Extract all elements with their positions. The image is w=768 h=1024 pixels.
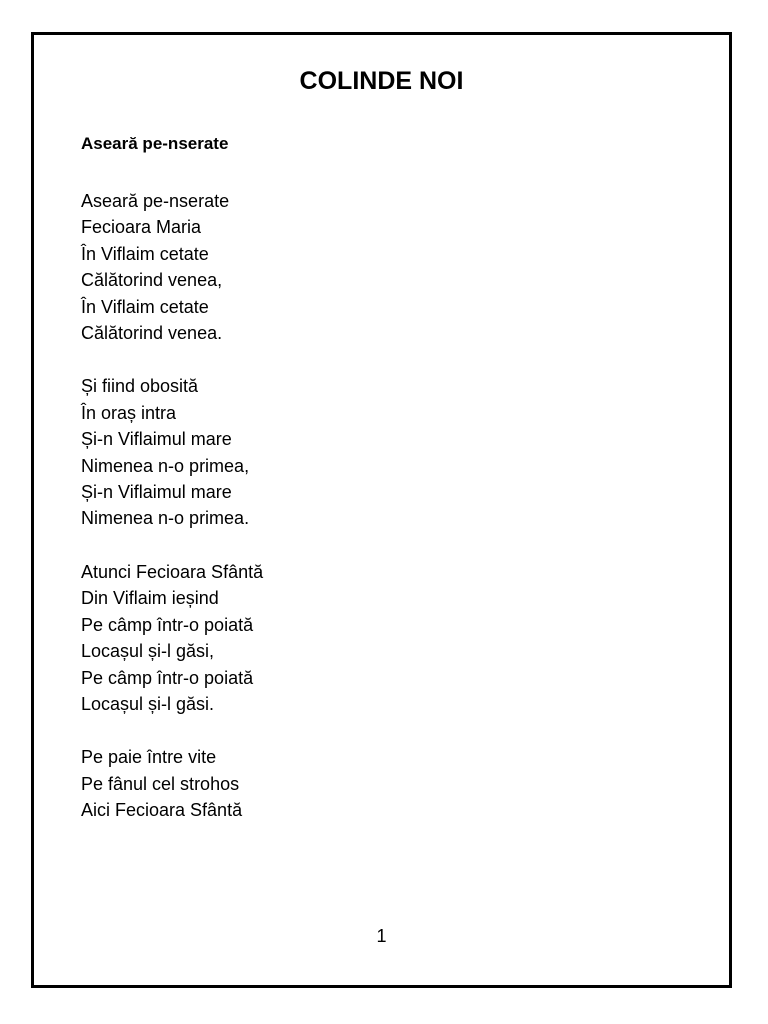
lyric-line: Nimenea n-o primea. (81, 508, 250, 529)
page-number: 1 (376, 926, 387, 946)
document-title: COLINDE NOI (299, 67, 464, 95)
lyric-line: Călătorind venea, (81, 270, 223, 291)
lyric-line: În Viflaim cetate (81, 296, 209, 317)
lyrics (81, 188, 681, 851)
stanza-1 (81, 188, 681, 346)
lyric-line: Pe fânul cel strohos (81, 773, 240, 794)
lyric-line: În oraș intra (81, 402, 177, 423)
lyric-line: Locașul și-l găsi, (81, 641, 215, 662)
lyric-line: Pe paie între vite (81, 747, 217, 768)
lyric-line: Locașul și-l găsi. (81, 693, 215, 714)
lyric-line: Și-n Viflaimul mare (81, 482, 232, 503)
lyric-line: Atunci Fecioara Sfântă (81, 561, 264, 582)
lyric-line: Pe câmp într-o poiată (81, 614, 254, 635)
stanza-2 (81, 373, 681, 531)
lyric-line: În Viflaim cetate (81, 243, 209, 264)
lyric-line: Și fiind obosită (81, 376, 199, 397)
lyric-line: Călătorind venea. (81, 323, 223, 344)
lyric-line: Aici Fecioara Sfântă (81, 800, 243, 821)
song-title: Aseară pe-nserate (81, 134, 229, 153)
lyric-line: Și-n Viflaimul mare (81, 429, 232, 450)
lyric-line: Aseară pe-nserate (81, 191, 230, 211)
lyric-line: Din Viflaim ieșind (81, 588, 219, 609)
lyric-line: Nimenea n-o primea, (81, 455, 250, 476)
lyric-line: Fecioara Maria (81, 217, 202, 238)
lyric-line: Pe câmp într-o poiată (81, 667, 254, 688)
stanza-4 (81, 744, 681, 823)
document-page (31, 32, 732, 988)
stanza-3 (81, 559, 681, 717)
